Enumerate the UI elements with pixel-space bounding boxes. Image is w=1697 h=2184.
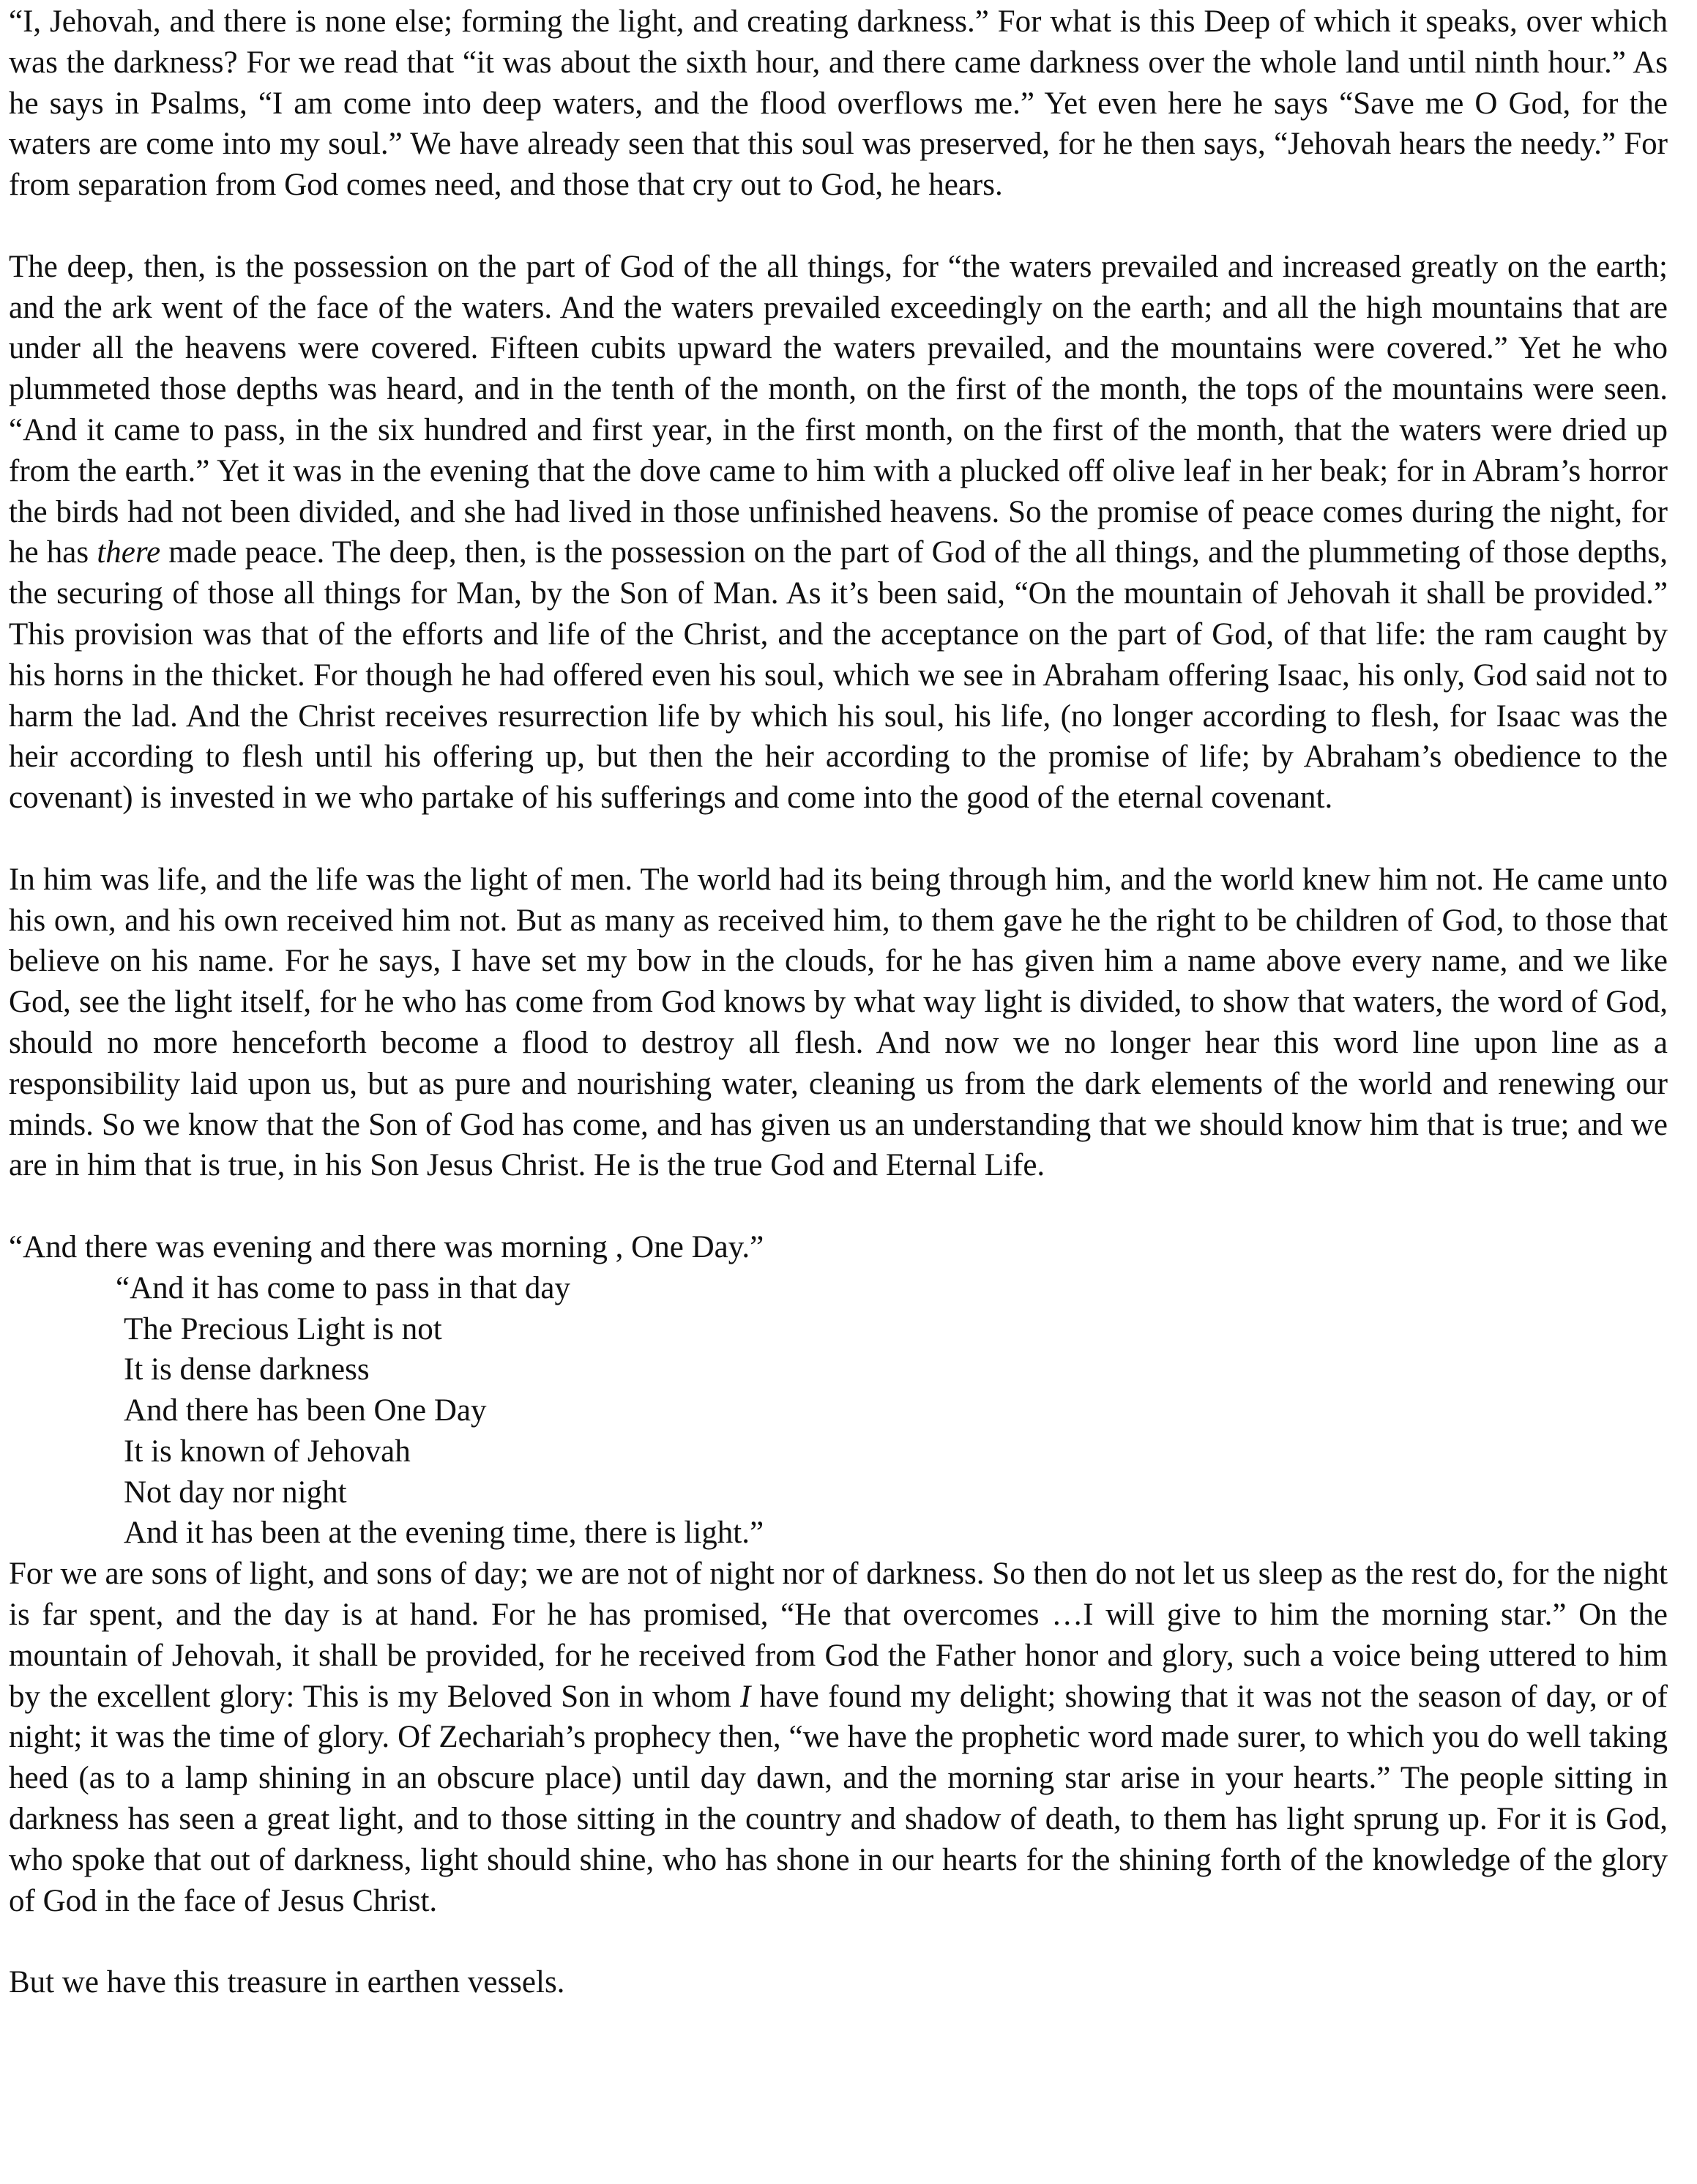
paragraph-2-text-b: made peace. The deep, then, is the possession on the part of God of the all things, and the plummeting of those depths, the securing of those all things for Man, by the Son of Man. As it’s been said, “On the mountain of Jehovah it shall be provided.” This provision was that of the efforts and life of the Christ, and the acceptance on the part of God, of that life: the ram caught by his horns in the thicket. For though he had offered even his soul, which we see in Abraham offering Isaac, his only, God said not to harm the lad. And the Christ receives resurrection life by which his soul, his life, (no longer according to flesh, for Isaac was the heir according to flesh until his offering up, but then the heir according to the promise of life; by Abraham’s obedience to the covenant) is invested in we who partake of his sufferings and come into the good of the eternal covenant. bbox=[9, 535, 1668, 816]
paragraph-4-text-b: have found my delight; showing that it was not the season of day, or of night; it was the time of glory. Of Zechariah’s prophecy then, “we have the prophetic word made surer, to which you do well taking heed (as to a lamp shining in an obscure place) until day dawn, and the morning star arise in your hearts.” The people sitting in darkness has seen a great light, and to those sitting in the country and shadow of death, to them has light sprung up. For it is God, who spoke that out of darkness, light should shine, who has shone in our hearts for the shining forth of the knowledge of the glory of God in the face of Jesus Christ. bbox=[9, 1679, 1668, 1918]
paragraph-4-text-a: For we are sons of light, and sons of day; we are not of night nor of darkness. So then do not let us sleep as the rest do, for the night is far spent, and the day is at hand. For he has promised, “He that overcomes …I will give to him the morning star.” On the mountain of Jehovah, it shall be provided, for he received from God the Father honor and glory, such a voice being uttered to him by the excellent glory: This is my Beloved Son in whom bbox=[9, 1557, 1668, 1714]
closing-line: But we have this treasure in earthen vessels. bbox=[9, 1965, 565, 2000]
poem-line-1: “And it has come to pass in that day bbox=[116, 1270, 570, 1305]
paragraph-1-text: “I, Jehovah, and there is none else; forming the light, and creating darkness.” For what is this Deep of which it speaks, over which was the darkness? For we read that “it was about the sixth hour, and there came darkness over the whole land until ninth hour.” As he says in Psalms, “I am come into deep waters, and the flood overflows me.” Yet even here he says “Save me O God, for the waters are come into my soul.” We have already seen that this soul was preserved, for he then says, “Jehovah hears the needy.” For from separation from God comes need, and those that cry out to God, he hears. bbox=[9, 4, 1668, 203]
document-page bbox=[9, 1, 1668, 2003]
poem-line-4: And there has been One Day bbox=[124, 1393, 487, 1428]
poem-line-2: The Precious Light is not bbox=[124, 1311, 442, 1346]
paragraph-2-italic-word: there bbox=[97, 535, 161, 570]
poem-line-5: It is known of Jehovah bbox=[124, 1434, 411, 1469]
poem-line-6: Not day nor night bbox=[124, 1475, 347, 1510]
paragraph-2-text-a: The deep, then, is the possession on the part of God of the all things, for “the waters prevailed and increased greatly on the earth; and the ark went of the face of the waters. And the waters prevailed exceedingly on the earth; and all the high mountains that are under all the heavens were covered. Fifteen cubits upward the waters prevailed, and the mountains were covered.” Yet he who plummeted those depths was heard, and in the tenth of the month, on the first of the month, the tops of the mountains were seen. “And it came to pass, in the six hundred and first year, in the first month, on the first of the month, that the waters were dried up from the earth.” Yet it was in the evening that the dove came to him with a plucked off olive leaf in her beak; for in Abram’s horror the birds had not been divided, and she had lived in those unfinished heavens. So the promise of peace comes during the night, for he has bbox=[9, 249, 1668, 570]
paragraph-1 bbox=[9, 1, 1668, 206]
paragraph-4-italic-word: I bbox=[740, 1679, 751, 1714]
poem-line-7: And it has been at the evening time, there is light.” bbox=[124, 1516, 764, 1551]
poem-line-3: It is dense darkness bbox=[124, 1352, 370, 1387]
paragraph-3 bbox=[9, 860, 1668, 1186]
paragraph-2 bbox=[9, 247, 1668, 819]
paragraph-4 bbox=[9, 1554, 1668, 1921]
paragraph-3-text: In him was life, and the life was the light of men. The world had its being through him, and the world knew him not. He came unto his own, and his own received him not. But as many as received him, to them gave he the right to be children of God, to those that believe on his name. For he says, I have set my bow in the clouds, for he has given him a name above every name, and we like God, see the light itself, for he who has come from God knows by what way light is divided, to show that waters, the word of God, should no more henceforth become a flood to destroy all flesh. And now we no longer hear this word line upon line as a responsibility laid upon us, but as pure and nourishing water, cleaning us from the dark elements of the world and renewing our minds. So we know that the Son of God has come, and has given us an understanding that we should know him that is true; and we are in him that is true, in his Son Jesus Christ. He is the true God and Eternal Life. bbox=[9, 862, 1668, 1183]
poem-block bbox=[9, 1268, 1668, 1554]
quote-heading: “And there was evening and there was morning , One Day.” bbox=[9, 1229, 764, 1264]
